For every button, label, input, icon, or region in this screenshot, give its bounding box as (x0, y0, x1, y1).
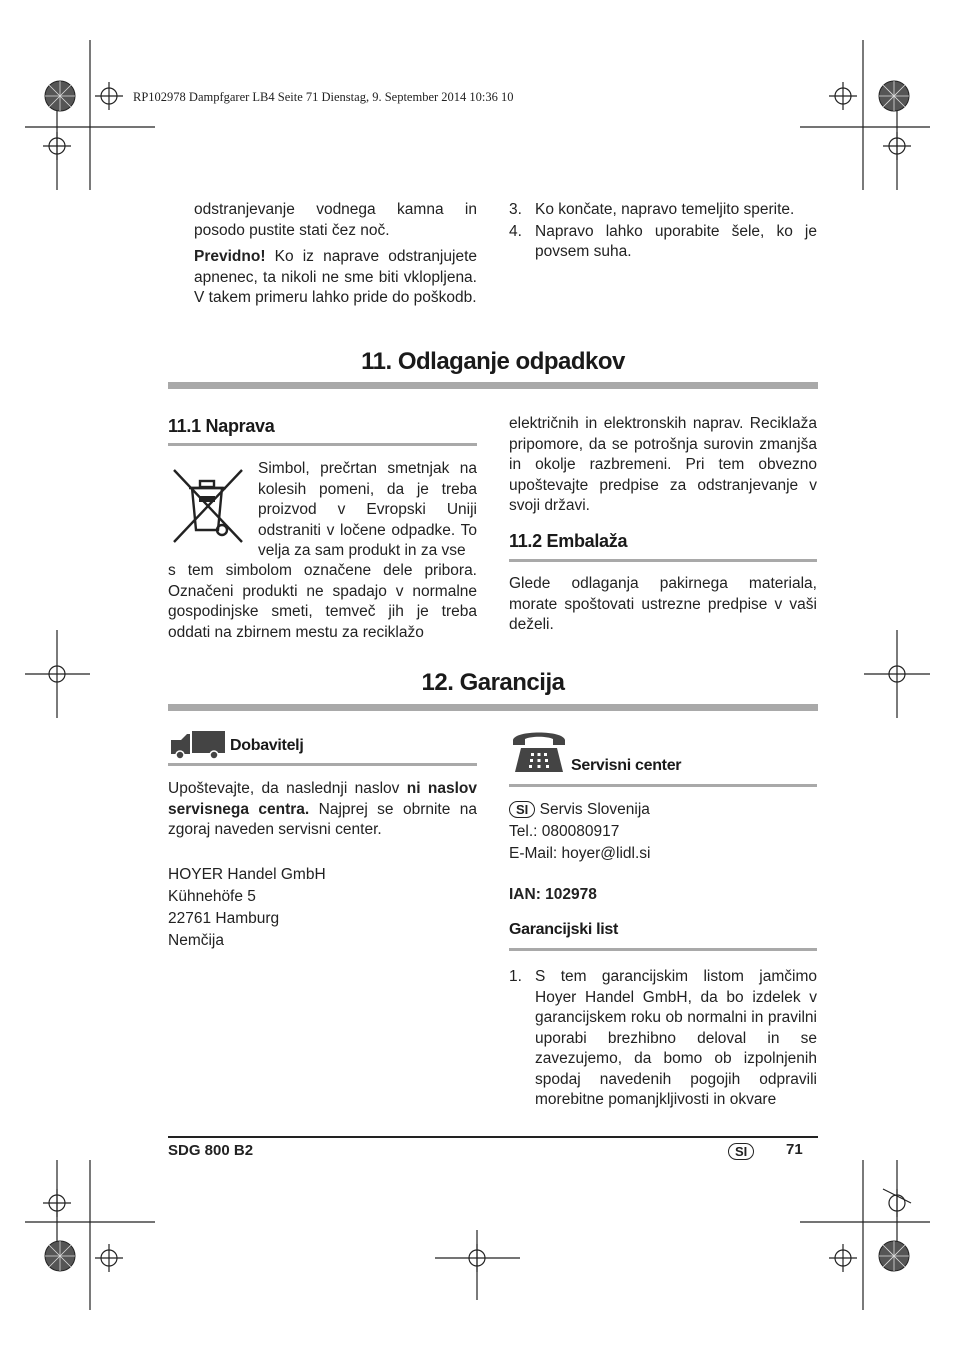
telephone-icon (511, 728, 567, 774)
ian-number: IAN: 102978 (509, 886, 597, 903)
service-contact (509, 799, 817, 865)
caution-label: Previdno! (194, 248, 266, 265)
warranty-card-title: Garancijski list (509, 921, 619, 938)
footer-language (728, 1143, 754, 1161)
country-badge: SI (509, 801, 535, 818)
device-text-full: s tem simbolom označene dele pribora. Označeni produkti ne spadajo v normalne gospodinjske smeti, temveč jih je treba oddati na zbirnem mestu za reciklažo (168, 562, 477, 641)
crossed-out-wheelie-bin-icon (170, 466, 246, 546)
section-divider (168, 382, 818, 389)
subsection-title-packaging: 11.2 Embalaža (509, 531, 628, 551)
descaling-note: odstranjevanje vodnega kamna in posodo pustite stati čez noč. (194, 201, 477, 239)
service-email: E-Mail: hoyer@lidl.si (509, 845, 651, 862)
device-text-continued: električnih in elektronskih naprav. Reciklaža pripomore, da se potrošnja surovin zmanjša in okolje razbremeni. Pri tem obvezno upoštevajte predpise za odstranjevanje v svoji državi. (509, 415, 817, 514)
delivery-truck-icon (170, 730, 226, 760)
supplier-note-bold: ni naslov servisnega centra. (168, 780, 477, 818)
supplier-address (168, 864, 477, 952)
subsection-rule (509, 559, 817, 562)
subsection-rule (168, 763, 477, 766)
language-badge: SI (728, 1143, 754, 1160)
subsection-rule (509, 784, 817, 787)
service-phone: Tel.: 080080917 (509, 823, 620, 840)
supplier-title: Dobavitelj (230, 737, 304, 754)
list-item: 3. Ko končate, napravo temeljito sperite. (509, 201, 795, 218)
list-item: 1. S tem garancijskim listom jamčimo Hoyer Handel GmbH, da bo izdelek v garancijskem roku ob normalni in pravilni uporabi brezhibno deloval in se zavezujemo, da bomo ob izpolnjenih spodaj navedenih pogojih odpravili morebitne pomanjkljivosti in okvare (509, 968, 817, 1108)
caution-paragraph (194, 247, 477, 309)
service-name-line: SI Servis Slovenija (509, 799, 817, 821)
caution-text: Ko iz naprave odstranjujete apnenec, ta nikoli ne sme biti vklopljena. V takem primeru lahko pride do poškodb. (194, 248, 477, 306)
warranty-list (509, 967, 817, 1111)
supplier-note: Upoštevajte, da naslednji naslov ni naslov servisnega centra. Najprej se obrnite na zgoraj naveden servisni center. (168, 780, 477, 838)
top-left-column (194, 200, 477, 309)
address-line: Kühnehöfe 5 (168, 888, 256, 905)
footer-model: SDG 800 B2 (168, 1142, 254, 1159)
page-number: 71 (786, 1141, 803, 1158)
address-line: 22761 Hamburg (168, 910, 280, 927)
top-right-column (509, 200, 817, 263)
rinse-steps (509, 200, 817, 263)
list-item: 4. Napravo lahko uporabite šele, ko je povsem suha. (509, 222, 817, 260)
subsection-title-device: 11.1 Naprava (168, 416, 275, 436)
packaging-text: Glede odlaganja pakirnega materiala, morate spoštovati ustrezne predpise v vaši deželi. (509, 575, 817, 633)
subsection-rule (168, 443, 477, 446)
section-divider (168, 704, 818, 711)
address-line: HOYER Handel GmbH (168, 866, 326, 883)
section-title-warranty: 12. Garancija (421, 669, 565, 696)
service-center-title: Servisni center (571, 757, 682, 774)
section-title-disposal: 11. Odlaganje odpadkov (361, 348, 625, 375)
device-text-beside-icon: Simbol, prečrtan smetnjak na kolesih pomeni, da je treba proizvod v Evropski Uniji odstraniti v ločene odpadke. To velja za sam produkt in za vse (258, 460, 477, 559)
subsection-rule (509, 948, 817, 951)
footer-rule (168, 1136, 818, 1138)
address-line: Nemčija (168, 932, 224, 949)
print-slug: RP102978 Dampfgarer LB4 Seite 71 Dienstag, 9. September 2014 10:36 10 (133, 90, 514, 104)
